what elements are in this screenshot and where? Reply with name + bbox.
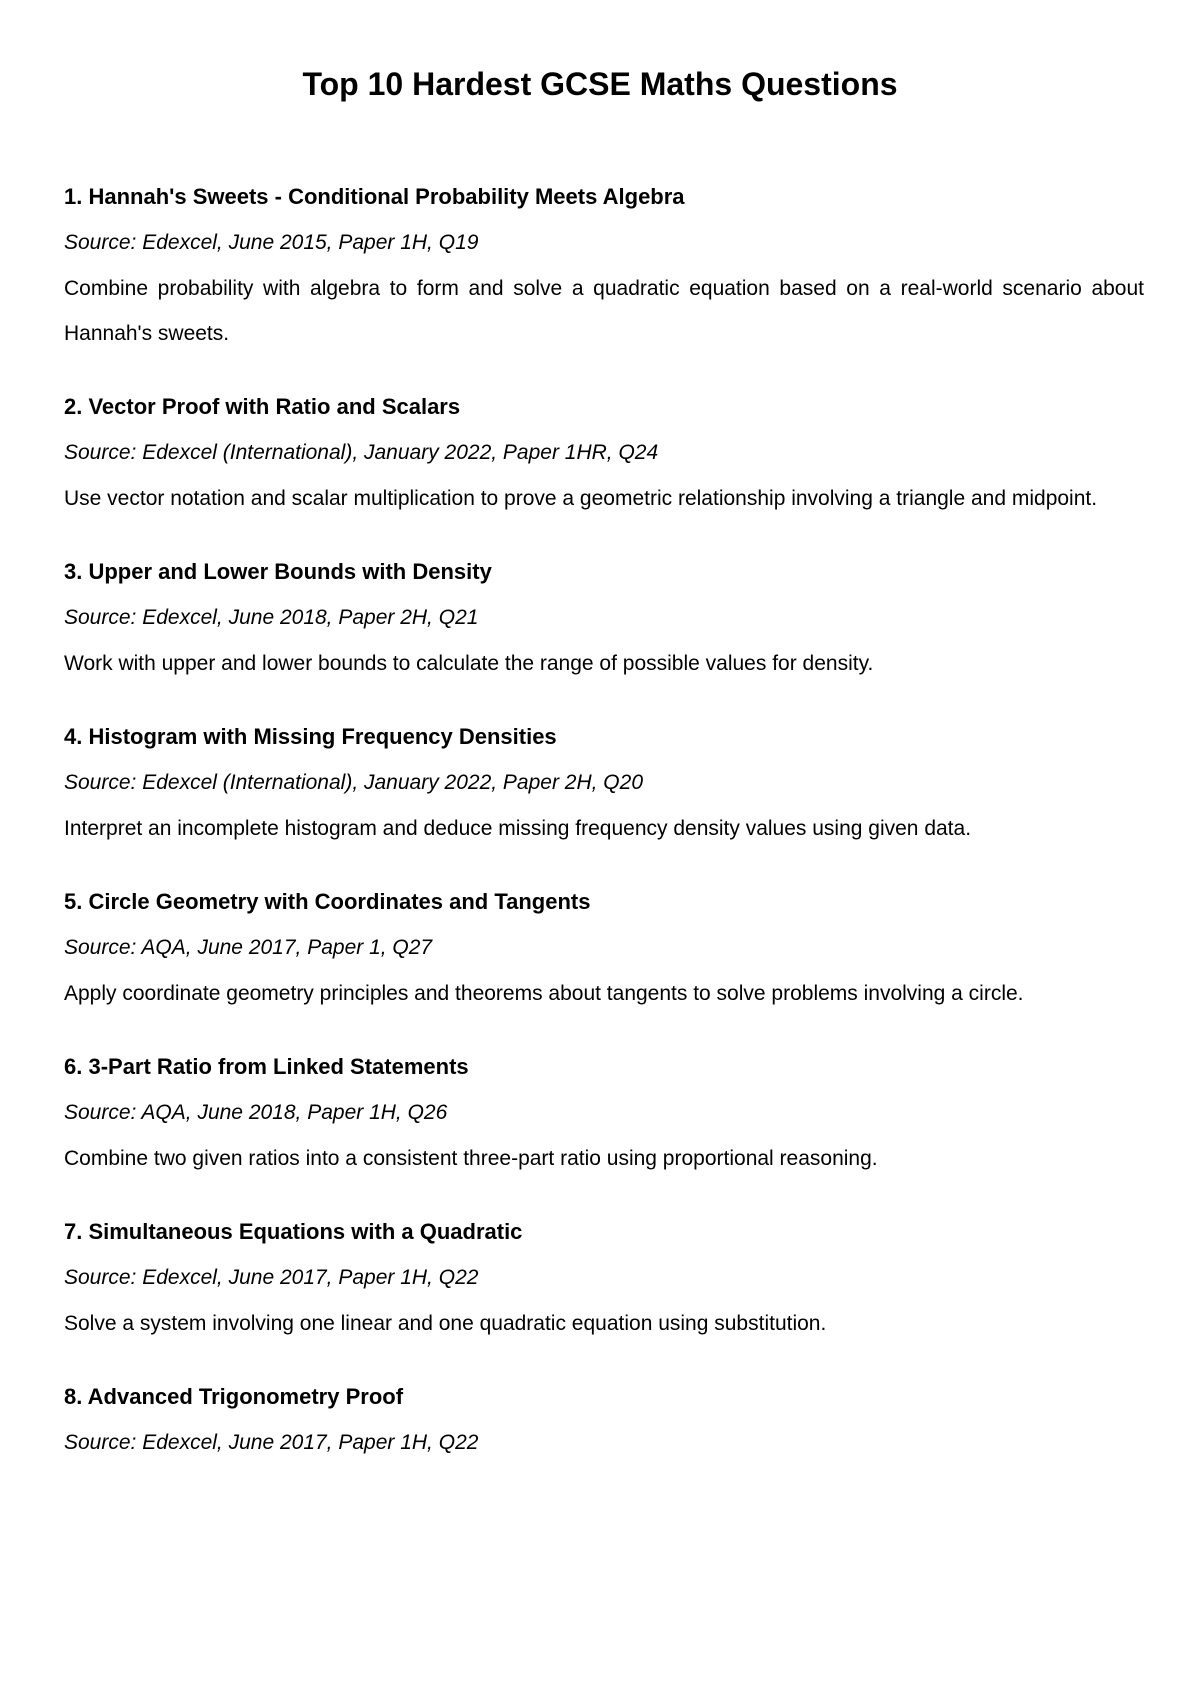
question-source: Source: Edexcel (International), January 2022, Paper 1HR, Q24: [64, 441, 659, 464]
question-description: Apply coordinate geometry principles and theorems about tangents to solve problems involving a circle.: [64, 982, 1024, 1005]
question-heading: 5. Circle Geometry with Coordinates and Tangents: [64, 889, 591, 914]
question-source: Source: Edexcel (International), January 2022, Paper 2H, Q20: [64, 771, 643, 794]
question-item: [64, 182, 1144, 356]
question-item: [64, 1382, 1144, 1458]
document-title: Top 10 Hardest GCSE Maths Questions: [302, 66, 898, 102]
question-source: Source: Edexcel, June 2017, Paper 1H, Q22: [64, 1266, 479, 1289]
question-item: [64, 392, 1144, 521]
question-description: Work with upper and lower bounds to calculate the range of possible values for density.: [64, 652, 874, 675]
question-source: Source: Edexcel, June 2018, Paper 2H, Q21: [64, 606, 479, 629]
question-description: Combine two given ratios into a consistent three-part ratio using proportional reasoning.: [64, 1147, 878, 1170]
question-item: [64, 1052, 1144, 1181]
question-source: Source: AQA, June 2017, Paper 1, Q27: [64, 936, 433, 959]
question-item: [64, 722, 1144, 851]
question-heading: 7. Simultaneous Equations with a Quadratic: [64, 1219, 523, 1244]
question-heading: 6. 3-Part Ratio from Linked Statements: [64, 1054, 469, 1079]
question-source: Source: AQA, June 2018, Paper 1H, Q26: [64, 1101, 448, 1124]
question-description: Use vector notation and scalar multiplication to prove a geometric relationship involving a triangle and midpoint.: [64, 487, 1098, 510]
question-item: [64, 1217, 1144, 1346]
question-source: Source: Edexcel, June 2015, Paper 1H, Q19: [64, 231, 479, 254]
question-list: [64, 182, 1144, 1487]
question-heading: 2. Vector Proof with Ratio and Scalars: [64, 394, 461, 419]
question-heading: 3. Upper and Lower Bounds with Density: [64, 559, 492, 584]
question-item: [64, 557, 1144, 686]
question-item: [64, 887, 1144, 1016]
question-description: Interpret an incomplete histogram and deduce missing frequency density values using given data.: [64, 817, 972, 840]
question-description: Solve a system involving one linear and one quadratic equation using substitution.: [64, 1312, 827, 1335]
question-heading: 1. Hannah's Sweets - Conditional Probability Meets Algebra: [64, 184, 685, 209]
question-heading: 8. Advanced Trigonometry Proof: [64, 1384, 404, 1409]
question-heading: 4. Histogram with Missing Frequency Densities: [64, 724, 557, 749]
question-source: Source: Edexcel, June 2017, Paper 1H, Q22: [64, 1431, 479, 1454]
question-description: Combine probability with algebra to form and solve a quadratic equation based on a real-world scenario about Hannah's sweets.: [64, 277, 1144, 345]
